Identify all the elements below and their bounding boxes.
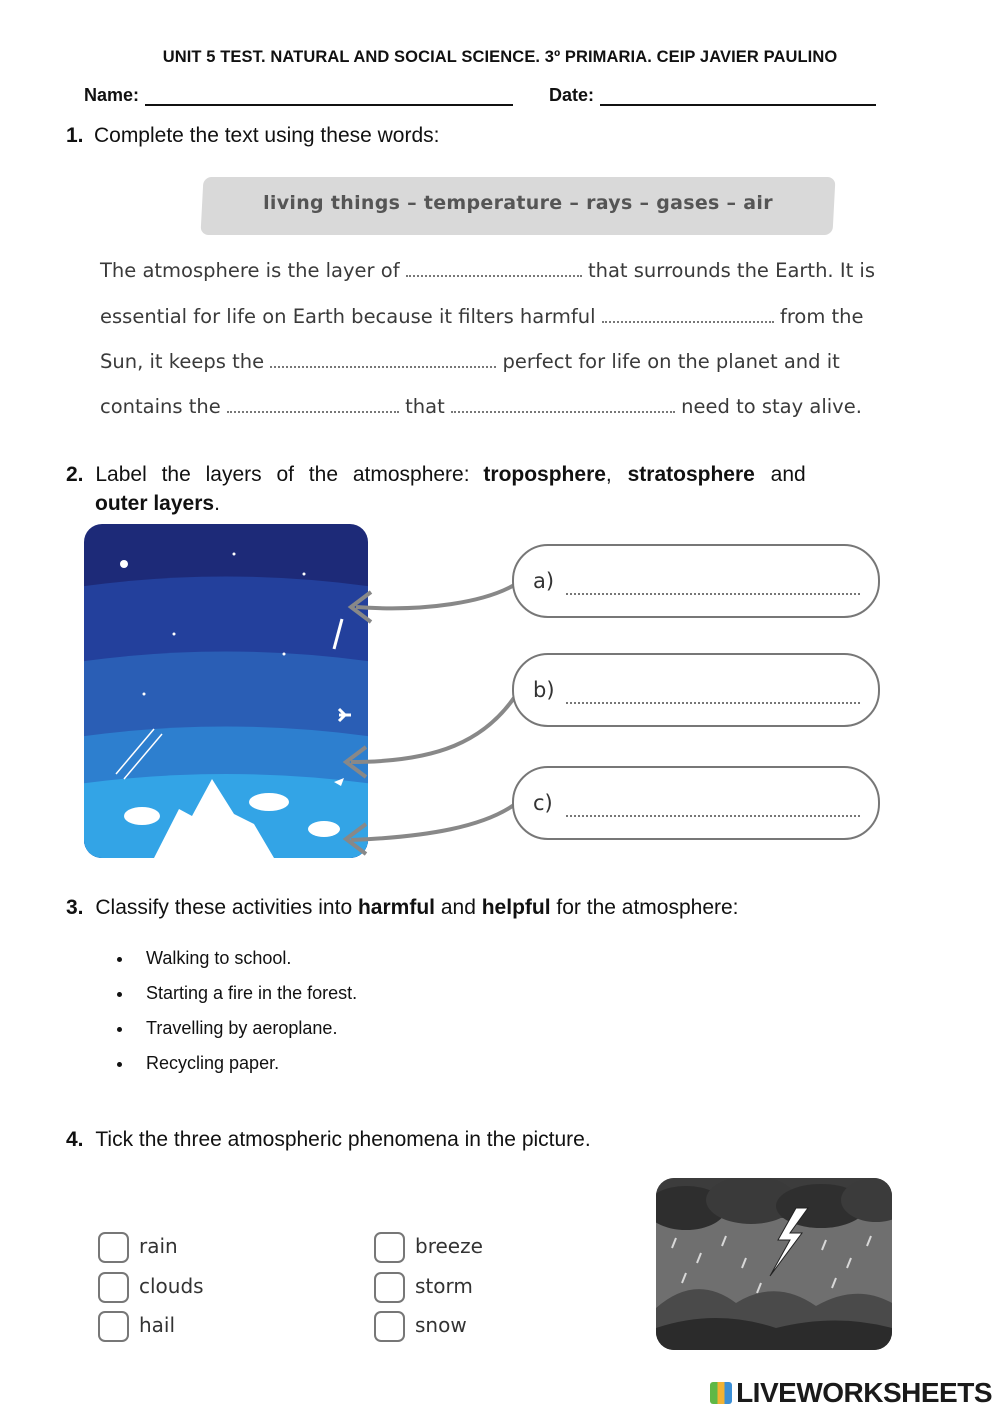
word-bank: living things – temperature – rays – gases – air: [263, 192, 773, 214]
text-segment: that surrounds the Earth. It is: [587, 259, 875, 282]
question-4: [66, 1128, 591, 1152]
list-item: • Starting a fire in the forest.: [134, 983, 357, 1004]
term-stratosphere: stratosphere: [627, 463, 755, 486]
text-segment: need to stay alive.: [681, 395, 862, 418]
list-item: • Walking to school.: [134, 948, 357, 969]
label-a: a): [533, 569, 555, 593]
word-helpful: helpful: [481, 896, 551, 919]
question-3-prompt-end: for the atmosphere:: [556, 896, 739, 919]
blank-1[interactable]: [406, 259, 582, 277]
name-field[interactable]: [145, 87, 513, 106]
checkbox-clouds[interactable]: [98, 1272, 129, 1303]
text-segment: perfect for life on the planet and it: [502, 350, 840, 373]
label-box-a[interactable]: [512, 544, 880, 618]
option-storm: storm: [415, 1274, 473, 1298]
question-3: [66, 896, 739, 920]
checkbox-hail[interactable]: [98, 1311, 129, 1342]
text-line-3: [100, 350, 840, 373]
storm-picture: [656, 1178, 892, 1350]
question-1-prompt: Complete the text using these words:: [93, 124, 440, 147]
option-rain: rain: [139, 1234, 178, 1258]
question-2: [66, 460, 928, 489]
blank-a[interactable]: [566, 577, 860, 595]
date-row: [549, 85, 876, 106]
text-segment: The atmosphere is the layer of: [100, 259, 400, 282]
option-clouds: clouds: [139, 1274, 204, 1298]
blank-4[interactable]: [227, 395, 399, 413]
label-box-c[interactable]: [512, 766, 880, 840]
question-2-number: 2.: [66, 463, 84, 486]
text-segment: essential for life on Earth because it filters harmful: [100, 305, 596, 328]
text-segment: contains the: [100, 395, 221, 418]
text-segment: from the: [779, 305, 864, 328]
label-arrows: [336, 572, 526, 862]
blank-5[interactable]: [451, 395, 675, 413]
question-2-line2: [95, 489, 220, 518]
text-segment: that: [405, 395, 445, 418]
question-3-number: 3.: [66, 896, 84, 919]
blank-c[interactable]: [566, 799, 860, 817]
list-item: • Recycling paper.: [134, 1053, 357, 1074]
name-label: Name:: [84, 85, 140, 105]
question-4-prompt: Tick the three atmospheric phenomena in the picture.: [95, 1128, 591, 1151]
checkbox-breeze[interactable]: [374, 1232, 405, 1263]
question-2-prompt: Label the layers of the atmosphere:: [95, 463, 470, 486]
activity-list: [110, 948, 357, 1088]
checkbox-storm[interactable]: [374, 1272, 405, 1303]
atmosphere-layers-picture: [84, 524, 368, 858]
comma: ,: [605, 463, 612, 486]
word-harmful: harmful: [357, 896, 435, 919]
text-line-1: [100, 259, 875, 282]
checkbox-snow[interactable]: [374, 1311, 405, 1342]
period: .: [214, 492, 220, 515]
date-label: Date:: [549, 85, 595, 105]
and-text: and: [440, 896, 476, 919]
logo-icon: [710, 1382, 732, 1404]
and-text: and: [770, 463, 806, 486]
text-line-2: [100, 305, 864, 328]
option-hail: hail: [139, 1313, 176, 1337]
logo-text: LIVEWORKSHEETS: [736, 1377, 992, 1408]
text-line-4: [100, 395, 862, 418]
term-troposphere: troposphere: [483, 463, 606, 486]
option-snow: snow: [415, 1313, 467, 1337]
option-breeze: breeze: [415, 1234, 483, 1258]
page-title: UNIT 5 TEST. NATURAL AND SOCIAL SCIENCE. 3º PRIMARIA. CEIP JAVIER PAULINO: [162, 48, 838, 66]
label-b: b): [533, 678, 555, 702]
question-4-number: 4.: [66, 1128, 84, 1151]
list-item: • Travelling by aeroplane.: [134, 1018, 357, 1039]
text-segment: Sun, it keeps the: [100, 350, 265, 373]
date-field[interactable]: [600, 87, 876, 106]
name-row: [84, 85, 513, 106]
question-1: [66, 124, 439, 148]
question-1-number: 1.: [66, 124, 84, 147]
liveworksheets-logo: [710, 1377, 992, 1409]
label-c: c): [533, 791, 553, 815]
question-3-prompt-start: Classify these activities into: [95, 896, 353, 919]
checkbox-rain[interactable]: [98, 1232, 129, 1263]
term-outer-layers: outer layers: [95, 492, 215, 515]
label-box-b[interactable]: [512, 653, 880, 727]
blank-3[interactable]: [270, 350, 496, 368]
blank-b[interactable]: [566, 686, 860, 704]
blank-2[interactable]: [602, 305, 774, 323]
